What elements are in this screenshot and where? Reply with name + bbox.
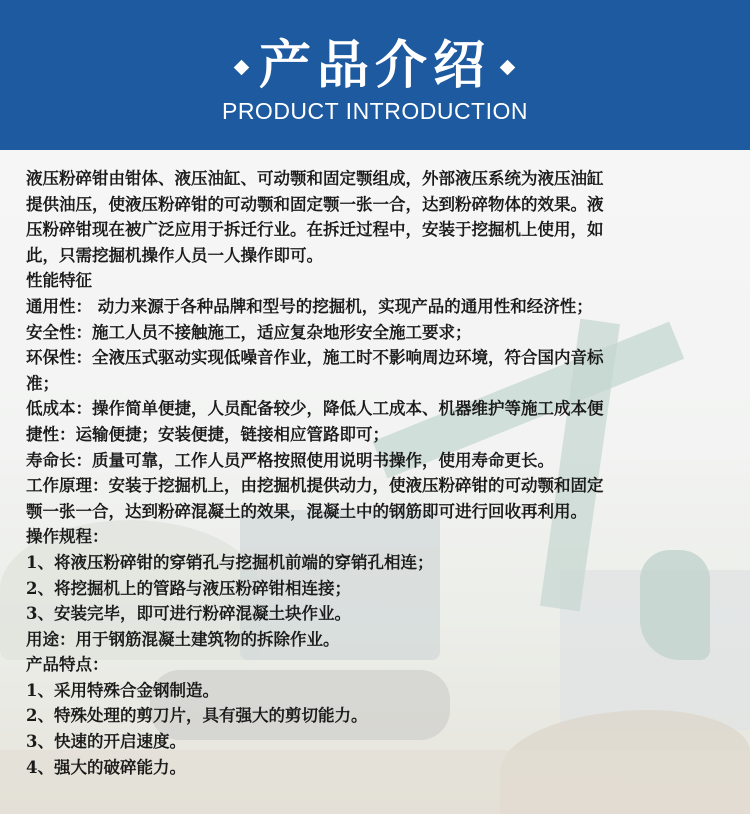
list-item: 1、将液压粉碎钳的穿销孔与挖掘机前端的穿销孔相连； <box>26 552 434 572</box>
page-subtitle: PRODUCT INTRODUCTION <box>221 98 528 124</box>
text-line: 此，只需挖掘机操作人员一人操作即可。 <box>26 245 323 265</box>
list-item: 1、采用特殊合金钢制造。 <box>26 680 219 700</box>
text-line: 捷性：运输便捷；安装便捷，链接相应管路即可； <box>26 424 389 444</box>
text-line: 准； <box>26 373 59 393</box>
text-line: 压粉碎钳现在被广泛应用于拆迁行业。在拆迁过程中，安装于挖掘机上使用，如 <box>26 220 604 240</box>
list-item: 2、特殊处理的剪刀片，具有强大的剪切能力。 <box>26 706 368 726</box>
list-item: 4、强大的破碎能力。 <box>26 757 186 777</box>
text-line: 安全性：施工人员不接触施工，适应复杂地形安全施工要求； <box>26 322 472 342</box>
section-heading-characteristics: 产品特点： <box>26 655 109 675</box>
text-line: 寿命长：质量可靠，工作人员严格按照使用说明书操作，使用寿命更长。 <box>26 450 554 470</box>
text-line: 液压粉碎钳由钳体、液压油缸、可动颚和固定颚组成，外部液压系统为液压油缸 <box>26 169 604 188</box>
text-line: 工作原理：安装于挖掘机上，由挖掘机提供动力，使液压粉碎钳的可动颚和固定 <box>26 476 604 496</box>
section-heading-features: 性能特征 <box>26 271 92 291</box>
product-description <box>26 166 726 780</box>
list-item: 3、安装完毕，即可进行粉碎混凝土块作业。 <box>26 604 351 624</box>
text-line: 通用性： 动力来源于各种品牌和型号的挖掘机，实现产品的通用性和经济性； <box>26 296 593 316</box>
text-line: 颚一张一合，达到粉碎混凝土的效果，混凝土中的钢筋即可进行回收再利用。 <box>26 501 587 521</box>
page-title: 产品介绍 <box>258 36 491 96</box>
list-item: 3、快速的开启速度。 <box>26 732 186 752</box>
header-banner <box>0 0 750 150</box>
text-line: 低成本：操作简单便捷，人员配备较少，降低人工成本、机器维护等施工成本便 <box>26 399 604 419</box>
text-line: 提供油压，使液压粉碎钳的可动颚和固定颚一张一合，达到粉碎物体的效果。液 <box>26 194 604 214</box>
list-item: 2、将挖掘机上的管路与液压粉碎钳相连接； <box>26 578 351 598</box>
section-heading-procedure: 操作规程： <box>26 527 109 547</box>
text-line: 环保性：全液压式驱动实现低噪音作业，施工时不影响周边环境，符合国内音标 <box>26 348 604 368</box>
text-line: 用途：用于钢筋混凝土建筑物的拆除作业。 <box>26 629 340 649</box>
